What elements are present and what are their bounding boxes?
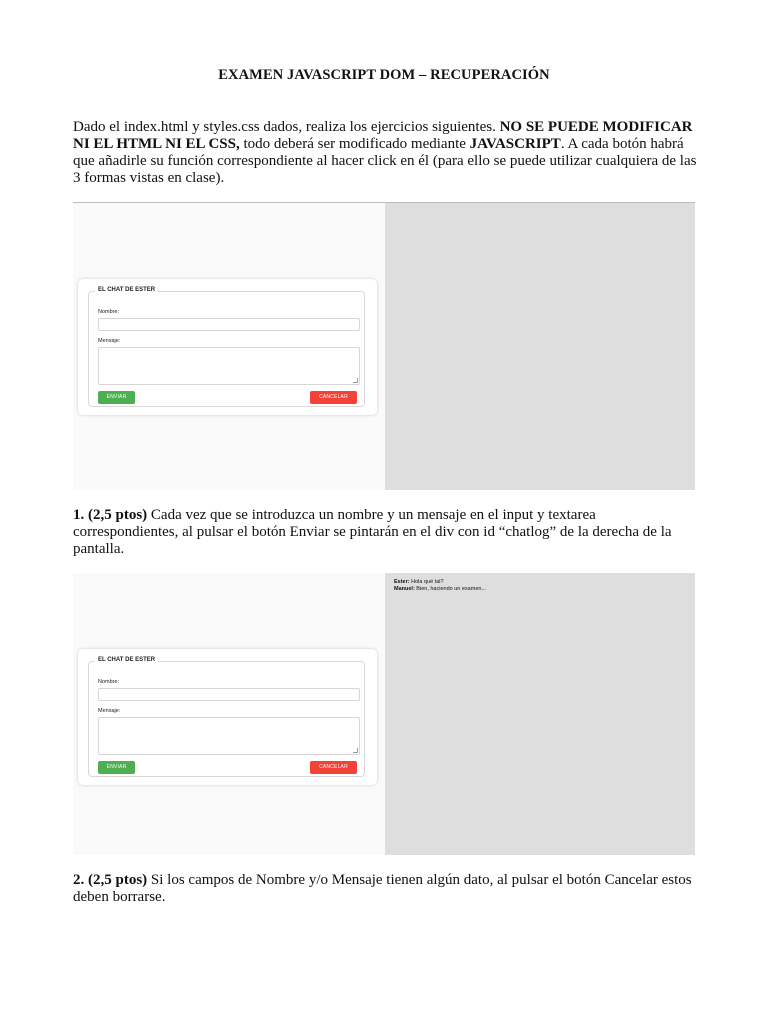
intro-bold-2: JAVASCRIPT — [469, 136, 561, 152]
enviar-button[interactable]: ENVIAR — [98, 391, 135, 404]
chat-form-card — [78, 649, 377, 785]
intro-text-3: . A cada botón habrá que añadirle su función correspondiente al hacer click en él (para ello se puede utilizar cualquiera de las 3 formas vistas en clase). — [73, 136, 697, 186]
chatlog-message: Hola qué tal? — [409, 579, 444, 585]
nombre-label: Nombre: — [98, 309, 120, 315]
chatlog-panel — [385, 573, 695, 855]
resize-grip-icon[interactable] — [353, 378, 358, 383]
chatlog-sender: Ester: — [394, 579, 410, 585]
mensaje-textarea[interactable] — [98, 347, 360, 385]
question-1-text: Cada vez que se introduzca un nombre y un mensaje en el input y textarea correspondientes, al pulsar el botón Enviar se pintarán en el div con id “chatlog” de la derecha de la pantalla. — [73, 507, 672, 557]
intro-text-2: todo deberá ser modificado mediante — [239, 136, 470, 152]
enviar-button[interactable]: ENVIAR — [98, 761, 135, 774]
chatlog-message: Bien, haciendo un examen... — [414, 585, 487, 592]
mensaje-label: Mensaje: — [98, 708, 121, 714]
question-1 — [73, 507, 698, 558]
form-legend: EL CHAT DE ESTER — [95, 287, 158, 293]
mensaje-textarea[interactable] — [98, 717, 360, 755]
screenshot-initial — [73, 202, 695, 490]
nombre-input[interactable] — [98, 318, 360, 331]
intro-paragraph — [73, 119, 698, 187]
mensaje-label: Mensaje: — [98, 338, 121, 344]
chat-fieldset — [88, 287, 365, 407]
cancelar-button[interactable]: CANCELAR — [310, 391, 357, 404]
form-legend: EL CHAT DE ESTER — [95, 657, 158, 663]
intro-text-1: Dado el index.html y styles.css dados, realiza los ejercicios siguientes. — [73, 119, 500, 135]
screenshot-with-messages — [73, 573, 695, 855]
cancelar-button[interactable]: CANCELAR — [310, 761, 357, 774]
question-2-text: Si los campos de Nombre y/o Mensaje tienen algún dato, al pulsar el botón Cancelar estos deben borrarse. — [73, 872, 692, 905]
chat-form-card — [78, 279, 377, 415]
nombre-label: Nombre: — [98, 679, 120, 685]
resize-grip-icon[interactable] — [353, 748, 358, 753]
chatlog-sender: Manuel: — [394, 585, 415, 592]
chatlog-panel — [385, 203, 695, 490]
question-2 — [73, 872, 698, 906]
document-title: EXAMEN JAVASCRIPT DOM – RECUPERACIÓN — [218, 67, 550, 83]
question-2-number: 2. (2,5 ptos) — [73, 872, 148, 888]
chat-fieldset — [88, 657, 365, 777]
chatlog-line — [394, 586, 686, 593]
question-1-number: 1. (2,5 ptos) — [73, 507, 148, 523]
nombre-input[interactable] — [98, 688, 360, 701]
intro-bold-1: NO SE PUEDE MODIFICAR NI EL HTML NI EL CSS, — [73, 119, 693, 152]
